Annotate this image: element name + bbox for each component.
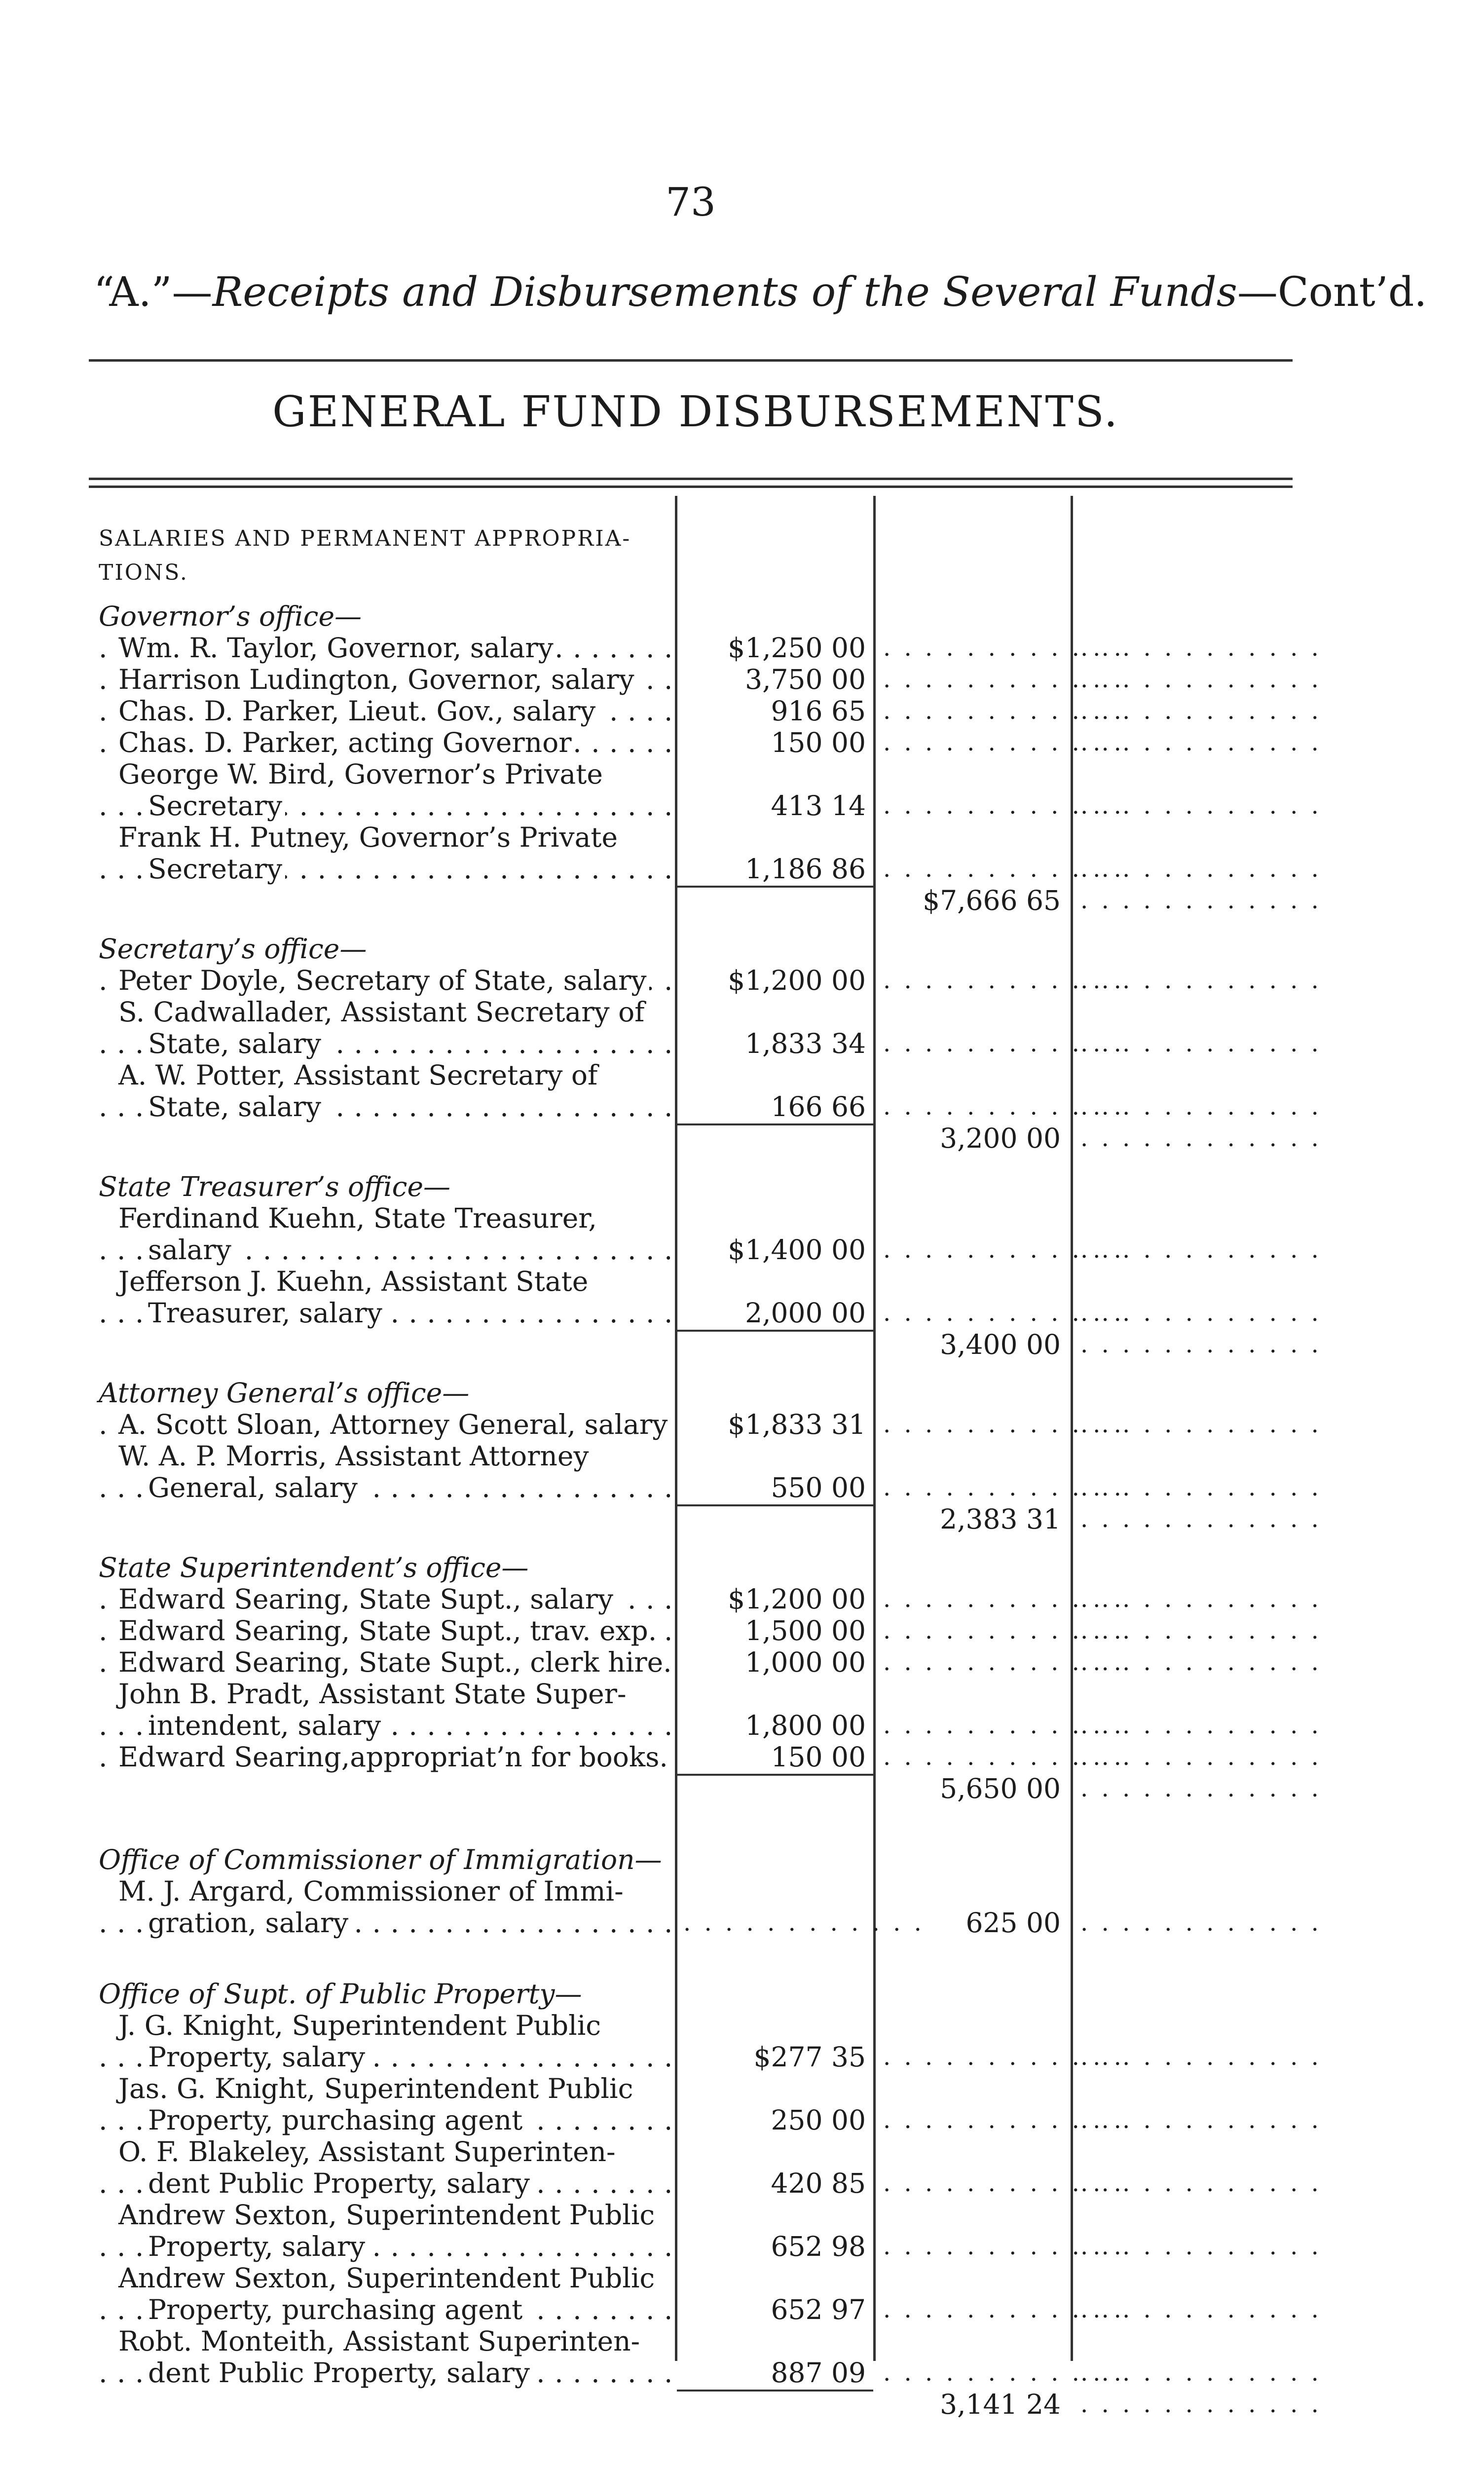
final-leader-dots: . . . . . . . . . . . . [1080,887,1322,914]
item-amount: 413 14 [771,790,866,822]
item-description-text: Ferdinand Kuehn, State Treasurer, [118,1202,600,1234]
line-item [0,965,1484,996]
item-description [148,1028,670,1059]
item-description-text: J. G. Knight, Superintendent Public [118,2010,604,2041]
item-description [118,822,670,853]
item-description [148,2041,670,2073]
section-total: 625 00 [965,1907,1061,1939]
line-item [0,1678,1484,1710]
total-leader-dots: . . . . . . . . . . . . [883,634,1124,662]
item-description-text: Harrison Ludington, Governor, salary [118,664,637,695]
item-description [148,2231,670,2262]
item-description [148,1234,670,1266]
table-top-rule-1 [89,478,1293,480]
item-description-text: salary [148,1234,234,1266]
item-description [118,1583,670,1615]
section-total-row [0,2389,1484,2420]
item-amount: 250 00 [771,2104,866,2136]
item-description-text: dent Public Property, salary [148,2357,533,2389]
final-leader-dots: . . . . . . . . . . . . [1080,2359,1322,2387]
subtotal-rule [677,2390,873,2392]
section-heading-row [0,1171,1484,1202]
section-label [99,1377,670,1409]
section-label [99,1552,670,1583]
row-spacer [0,916,1484,933]
item-amount: 1,000 00 [745,1646,866,1678]
item-amount: 887 09 [771,2357,866,2389]
section-heading-row [0,600,1484,632]
line-item [0,2104,1484,2136]
item-description-text: Edward Searing,appropriat’n for books. [118,1741,671,1773]
item-description [118,996,670,1028]
total-leader-dots: . . . . . . . . . . . . [883,1648,1124,1676]
final-leader-dots: . . . . . . . . . . . . [1080,2106,1322,2134]
item-description [118,1741,670,1773]
item-description [118,2262,670,2294]
item-description-text: Frank H. Putney, Governor’s Private [118,822,621,853]
line-item [0,1234,1484,1266]
item-amount: 1,800 00 [745,1710,866,1741]
item-amount: 1,833 34 [745,1028,866,1059]
line-item [0,1710,1484,1741]
line-item [0,2168,1484,2199]
section-label-text: Office of Commissioner of Immigration— [99,1844,665,1875]
final-leader-dots: . . . . . . . . . . . . [1080,1648,1322,1676]
item-description-text: Edward Searing, State Supt., salary [118,1583,616,1615]
final-leader-dots: . . . . . . . . . . . . [1080,1775,1322,1802]
item-description-text: Secretary [148,853,285,885]
total-leader-dots: . . . . . . . . . . . . [883,2043,1124,2071]
item-description [118,1266,670,1297]
section-total: 3,141 24 [940,2389,1061,2420]
item-description-text: Property, purchasing agent [148,2104,525,2136]
item-amount: 652 98 [771,2231,866,2262]
item-description [118,1202,670,1234]
item-description-text: Property, salary [148,2231,368,2262]
section-heading-row [0,1978,1484,2010]
line-item [0,1202,1484,1234]
final-leader-dots: . . . . . . . . . . . . [1080,792,1322,820]
item-amount: 166 66 [771,1091,866,1122]
line-item [0,1741,1484,1773]
item-description [118,2325,670,2357]
item-description-text: Property, purchasing agent [148,2294,525,2325]
item-amount: 652 97 [771,2294,866,2325]
total-leader-dots: . . . . . . . . . . . . [883,729,1124,756]
final-leader-dots: . . . . . . . . . . . . [1080,1505,1322,1533]
item-amount: 550 00 [771,1472,866,1503]
item-description [118,2199,670,2231]
item-description [118,1440,670,1472]
total-leader-dots: . . . . . . . . . . . . [883,1743,1124,1771]
line-item [0,853,1484,885]
total-leader-dots: . . . . . . . . . . . . [883,1236,1124,1264]
final-leader-dots: . . . . . . . . . . . . [1080,2233,1322,2260]
item-description [148,2104,670,2136]
item-description [118,1646,670,1678]
line-item [0,758,1484,790]
line-item [0,2073,1484,2104]
item-description-text: dent Public Property, salary [148,2168,533,2199]
final-leader-dots: . . . . . . . . . . . . [1080,1030,1322,1057]
running-title-suffix: —Cont’d. [1237,269,1427,316]
item-description-text: General, salary [148,1472,361,1503]
item-description-text: A. Scott Sloan, Attorney General, salary [118,1409,670,1440]
section-total-row [0,1329,1484,1360]
item-description-text: Peter Doyle, Secretary of State, salary [118,965,649,996]
line-item [0,2231,1484,2262]
item-description-text: O. F. Blakeley, Assistant Superinten- [118,2136,619,2168]
final-leader-dots: . . . . . . . . . . . . [1080,1331,1322,1358]
item-description-text: M. J. Argard, Commissioner of Immi- [118,1875,627,1907]
line-item [0,996,1484,1028]
line-item [0,1409,1484,1440]
item-description-text: Chas. D. Parker, Lieut. Gov., salary [118,695,598,727]
item-amount: 150 00 [771,1741,866,1773]
row-spacer [0,1939,1484,1978]
section-label [99,1978,670,2010]
item-description [148,1472,670,1503]
running-title [94,269,1427,316]
subtotal-rule [677,1123,873,1125]
page-number: 73 [666,179,716,225]
section-label [99,1844,670,1875]
row-spacer [0,1535,1484,1552]
item-description-text: intendent, salary [148,1710,384,1741]
table-heading: SALARIES AND PERMANENT APPROPRIA-TIONS. [99,526,631,585]
item-description [148,1091,670,1122]
line-item [0,1907,1484,1939]
item-description [148,1297,670,1329]
subtotal-rule [677,1504,873,1506]
total-leader-dots: . . . . . . . . . . . . [883,2359,1124,2387]
line-item [0,1472,1484,1503]
item-description [148,790,670,822]
section-heading-row [0,1552,1484,1583]
line-item [0,1091,1484,1122]
subtotal-rule [677,886,873,888]
final-leader-dots: . . . . . . . . . . . . [1080,2043,1322,2071]
item-amount: 420 85 [771,2168,866,2199]
total-leader-dots: . . . . . . . . . . . . [883,666,1124,693]
line-item [0,1297,1484,1329]
item-amount: 1,500 00 [745,1615,866,1646]
final-leader-dots: . . . . . . . . . . . . [1080,1743,1322,1771]
section-label-text: Attorney General’s office— [99,1377,472,1409]
total-leader-dots: . . . . . . . . . . . . [883,792,1124,820]
running-title-prefix: “A.”— [94,269,213,316]
item-description [118,1615,670,1646]
item-description [118,1678,670,1710]
section-label-text: Office of Supt. of Public Property— [99,1978,585,2010]
final-leader-dots: . . . . . . . . . . . . [1080,1411,1322,1438]
item-description [148,2294,670,2325]
line-item [0,2041,1484,2073]
item-description [148,1907,670,1939]
item-description-text: S. Cadwallader, Assistant Secretary of [118,996,648,1028]
total-leader-dots: . . . . . . . . . . . . [883,1299,1124,1327]
row-spacer [0,1360,1484,1377]
total-leader-dots: . . . . . . . . . . . . [883,1411,1124,1438]
section-label [99,1171,670,1202]
item-description [118,1409,670,1440]
item-description [148,853,670,885]
line-item [0,1440,1484,1472]
total-leader-dots: . . . . . . . . . . . . [883,697,1124,725]
total-leader-dots: . . . . . . . . . . . . [883,2169,1124,2197]
line-item [0,2199,1484,2231]
item-amount: $1,833 31 [728,1409,866,1440]
line-item [0,1615,1484,1646]
final-leader-dots: . . . . . . . . . . . . [1080,1474,1322,1501]
line-item [0,1266,1484,1297]
line-item [0,2010,1484,2041]
final-leader-dots: . . . . . . . . . . . . [1080,1617,1322,1645]
section-total-row [0,1122,1484,1154]
item-amount: 150 00 [771,727,866,758]
item-amount: 2,000 00 [745,1297,866,1329]
section-total: $7,666 65 [923,885,1061,916]
final-leader-dots: . . . . . . . . . . . . [1080,1299,1322,1327]
final-leader-dots: . . . . . . . . . . . . [1080,1712,1322,1739]
section-heading: GENERAL FUND DISBURSEMENTS. [272,387,1119,437]
item-description [148,2168,670,2199]
line-item [0,1583,1484,1615]
item-description-text: Andrew Sexton, Superintendent Public [118,2199,658,2231]
total-leader-dots: . . . . . . . . . . . . [883,1712,1124,1739]
item-description-text: gration, salary [148,1907,351,1939]
item-description [118,1875,670,1907]
item-description-text: Jefferson J. Kuehn, Assistant State [118,1266,591,1297]
total-leader-dots: . . . . . . . . . . . . [883,1585,1124,1613]
line-item [0,2294,1484,2325]
line-item [0,822,1484,853]
section-total-row [0,1503,1484,1535]
row-spacer [0,1154,1484,1171]
item-description-text: George W. Bird, Governor’s Private [118,758,606,790]
section-total: 2,383 31 [940,1503,1061,1535]
item-amount: $1,250 00 [728,632,866,664]
subtotal-rule [677,1774,873,1776]
total-leader-dots: . . . . . . . . . . . . [883,1030,1124,1057]
item-description-text: Secretary [148,790,285,822]
section-total: 3,400 00 [940,1329,1061,1360]
section-total: 3,200 00 [940,1122,1061,1154]
section-label-text: State Superintendent’s office— [99,1552,531,1583]
final-leader-dots: . . . . . . . . . . . . [1080,634,1322,662]
section-total-row [0,1773,1484,1804]
item-amount: $1,200 00 [728,1583,866,1615]
item-description-text: State, salary [148,1091,324,1122]
item-description-text: W. A. P. Morris, Assistant Attorney [118,1440,592,1472]
final-leader-dots: . . . . . . . . . . . . [1080,729,1322,756]
total-leader-dots: . . . . . . . . . . . . [883,2106,1124,2134]
line-item [0,2136,1484,2168]
item-description-text: Edward Searing, State Supt., clerk hire. [118,1646,675,1678]
item-amount: 1,186 86 [745,853,866,885]
section-total-row [0,885,1484,916]
line-item [0,727,1484,758]
item-amount: $277 35 [753,2041,866,2073]
total-leader-dots: . . . . . . . . . . . . [883,2233,1124,2260]
line-item [0,790,1484,822]
item-description-text: Andrew Sexton, Superintendent Public [118,2262,658,2294]
item-description [118,758,670,790]
item-description-text: State, salary [148,1028,324,1059]
line-item [0,1646,1484,1678]
item-description [118,727,670,758]
section-label-text: Secretary’s office— [99,933,370,965]
item-description-text: Jas. G. Knight, Superintendent Public [118,2073,636,2104]
final-leader-dots: . . . . . . . . . . . . [1080,1236,1322,1264]
item-description [118,1059,670,1091]
section-label [99,600,670,632]
final-leader-dots: . . . . . . . . . . . . [1080,1909,1322,1937]
item-amount: 916 65 [771,695,866,727]
item-amount: 3,750 00 [745,664,866,695]
total-leader-dots: . . . . . . . . . . . . [883,1093,1124,1121]
item-description [118,632,670,664]
section-heading-row [0,933,1484,965]
final-leader-dots: . . . . . . . . . . . . [1080,2391,1322,2418]
total-leader-dots: . . . . . . . . . . . . [883,1617,1124,1645]
section-label-text: State Treasurer’s office— [99,1171,453,1202]
item-amount: $1,200 00 [728,965,866,996]
item-description-text: John B. Pradt, Assistant State Super- [118,1678,630,1710]
section-label-text: Governor’s office— [99,600,365,632]
item-description-text: Chas. D. Parker, acting Governor [118,727,574,758]
final-leader-dots: . . . . . . . . . . . . [1080,855,1322,883]
item-description-text: A. W. Potter, Assistant Secretary of [118,1059,600,1091]
final-leader-dots: . . . . . . . . . . . . [1080,1124,1322,1152]
line-item [0,1875,1484,1907]
total-leader-dots: . . . . . . . . . . . . [883,2296,1124,2323]
final-leader-dots: . . . . . . . . . . . . [1080,666,1322,693]
item-description [118,2136,670,2168]
section-label [99,933,670,965]
subtotal-rule [677,1330,873,1332]
item-description [118,2010,670,2041]
total-leader-dots: . . . . . . . . . . . . [883,1474,1124,1501]
title-rule [89,359,1293,362]
running-title-italic: Receipts and Disbursements of the Several Funds [212,269,1237,316]
table-heading-row [0,521,1484,584]
item-description-text: Wm. R. Taylor, Governor, salary [118,632,556,664]
section-total: 5,650 00 [940,1773,1061,1804]
line-item [0,2325,1484,2357]
total-leader-dots: . . . . . . . . . . . . [883,855,1124,883]
item-description-text: Robt. Monteith, Assistant Superinten- [118,2325,643,2357]
item-description-text: Property, salary [148,2041,368,2073]
row-spacer [0,584,1484,600]
item-description [148,1710,670,1741]
section-heading-row [0,1844,1484,1875]
item-description [118,965,670,996]
item-description [118,2073,670,2104]
item-amount: $1,400 00 [728,1234,866,1266]
item-description-text: Treasurer, salary [148,1297,385,1329]
row-spacer [0,1804,1484,1844]
item-description [118,664,670,695]
item-description-text: Edward Searing, State Supt., trav. exp. [118,1615,660,1646]
line-item [0,1028,1484,1059]
line-item [0,664,1484,695]
final-leader-dots: . . . . . . . . . . . . [1080,967,1322,994]
section-heading-row [0,1377,1484,1409]
table-top-rule-2 [89,486,1293,488]
total-leader-dots: . . . . . . . . . . . . [883,967,1124,994]
final-leader-dots: . . . . . . . . . . . . [1080,1585,1322,1613]
amount-leader-dots: . . . . . . . . . . . . [683,1909,925,1937]
final-leader-dots: . . . . . . . . . . . . [1080,2296,1322,2323]
item-description [118,695,670,727]
final-leader-dots: . . . . . . . . . . . . [1080,1093,1322,1121]
ledger [0,521,1484,2420]
line-item [0,695,1484,727]
final-leader-dots: . . . . . . . . . . . . [1080,697,1322,725]
line-item [0,2357,1484,2389]
line-item [0,2262,1484,2294]
final-leader-dots: . . . . . . . . . . . . [1080,2169,1322,2197]
line-item [0,632,1484,664]
item-description [148,2357,670,2389]
line-item [0,1059,1484,1091]
